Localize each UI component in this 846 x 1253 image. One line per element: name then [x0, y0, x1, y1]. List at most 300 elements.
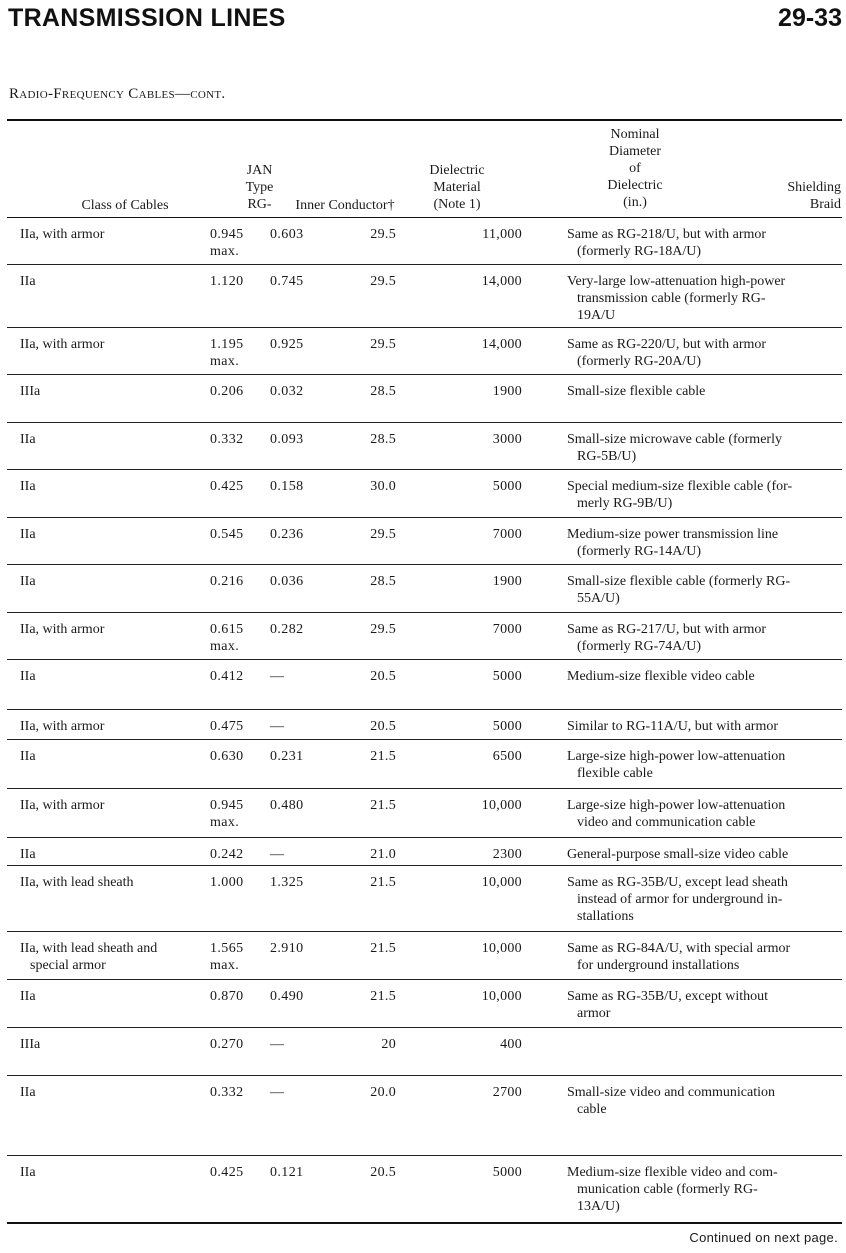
- jan-type-cell-line: 0.615: [210, 622, 244, 637]
- col-header-dielectric-line: Dielectric: [429, 163, 485, 178]
- cable-class-cell: [20, 621, 195, 638]
- dielectric-cell: [352, 431, 396, 448]
- col-header-shielding-line: Shielding: [787, 180, 841, 195]
- nominal-diameter-cell-line: 5000: [492, 479, 522, 494]
- jan-type-cell-line: 0.870: [210, 989, 244, 1004]
- remarks-cell: [567, 621, 835, 655]
- dielectric-cell-line: 20.5: [370, 1165, 396, 1180]
- dielectric-cell-line: 20: [381, 1037, 396, 1052]
- dielectric-cell-line: 20.0: [370, 1085, 396, 1100]
- nominal-diameter-cell-line: 10,000: [481, 941, 522, 956]
- col-header-nominal-line: Diameter: [608, 144, 662, 159]
- nominal-diameter-cell-line: 3000: [492, 432, 522, 447]
- inner-conductor-cell: [270, 1084, 330, 1101]
- jan-type-cell: [210, 621, 265, 655]
- dielectric-cell: [352, 668, 396, 685]
- remarks-cell-line: for underground installations: [577, 958, 740, 973]
- remarks-cell-line: Medium-size flexible video and com-: [567, 1165, 778, 1180]
- jan-type-cell-line: 0.425: [210, 1165, 244, 1180]
- remarks-cell-line: Same as RG-217/U, but with armor: [567, 622, 767, 637]
- inner-conductor-cell-line: 0.925: [270, 337, 304, 352]
- remarks-cell-line: 55A/U): [577, 591, 620, 606]
- remarks-cell: [567, 874, 835, 925]
- cable-class-cell-line: IIa, with armor: [20, 227, 105, 242]
- cable-class-cell: [20, 573, 195, 590]
- nominal-diameter-cell: [452, 988, 522, 1005]
- jan-type-cell: [210, 940, 265, 974]
- cable-class-cell: [20, 846, 195, 863]
- remarks-cell-line: Very-large low-attenuation high-power: [567, 274, 786, 289]
- remarks-cell: [567, 573, 835, 607]
- nominal-diameter-cell-line: 5000: [492, 719, 522, 734]
- remarks-cell: [567, 478, 835, 512]
- nominal-diameter-cell: [452, 846, 522, 863]
- dielectric-cell: [352, 748, 396, 765]
- cable-class-cell-line: IIa, with lead sheath and: [20, 941, 158, 956]
- dielectric-cell: [352, 226, 396, 243]
- nominal-diameter-cell: [452, 621, 522, 638]
- remarks-cell-line: Similar to RG-11A/U, but with armor: [567, 719, 779, 734]
- inner-conductor-cell: [270, 988, 330, 1005]
- cable-class-cell: [20, 874, 195, 891]
- dielectric-cell-line: 29.5: [370, 527, 396, 542]
- col-header-jan-line: RG-: [247, 197, 272, 212]
- remarks-cell-line: Large-size high-power low-attenuation: [567, 798, 786, 813]
- inner-conductor-cell-line: 0.231: [270, 749, 304, 764]
- cable-class-cell: [20, 718, 195, 735]
- remarks-cell-line: Same as RG-35B/U, except without: [567, 989, 769, 1004]
- cable-class-cell-line: IIa: [20, 479, 36, 494]
- nominal-diameter-cell-line: 6500: [492, 749, 522, 764]
- inner-conductor-cell: [270, 273, 330, 290]
- inner-conductor-cell: [270, 846, 330, 863]
- col-header-nominal-line: Dielectric: [607, 178, 663, 193]
- table-row: [0, 838, 846, 866]
- jan-type-cell: [210, 988, 265, 1005]
- nominal-diameter-cell: [452, 1036, 522, 1053]
- inner-conductor-cell-line: —: [270, 669, 285, 684]
- dielectric-cell-line: 21.5: [370, 875, 396, 890]
- dielectric-cell-line: 21.5: [370, 941, 396, 956]
- cable-class-cell-line: IIa: [20, 1165, 36, 1180]
- remarks-cell-line: video and communication cable: [577, 815, 756, 830]
- col-header-shielding-line: Braid: [809, 197, 841, 212]
- dielectric-cell-line: 29.5: [370, 622, 396, 637]
- dielectric-cell: [352, 940, 396, 957]
- table-row: [0, 740, 846, 789]
- cable-class-cell-line: IIa, with armor: [20, 798, 105, 813]
- table-row: [0, 932, 846, 980]
- cable-class-cell: [20, 797, 195, 814]
- jan-type-cell: [210, 1084, 265, 1101]
- table-bottom-rule: [7, 1222, 842, 1224]
- remarks-cell: [567, 1164, 835, 1215]
- dielectric-cell: [352, 621, 396, 638]
- cable-class-cell: [20, 1084, 195, 1101]
- col-header-dielectric-line: Material: [433, 180, 481, 195]
- dielectric-cell: [352, 874, 396, 891]
- table-row: [0, 375, 846, 423]
- cable-class-cell-line: IIa, with armor: [20, 622, 105, 637]
- col-header-inner-conductor: Inner Conductor†: [295, 198, 395, 213]
- jan-type-cell-line: 0.545: [210, 527, 244, 542]
- table-row: [0, 518, 846, 565]
- nominal-diameter-cell: [452, 1084, 522, 1101]
- remarks-cell-line: merly RG-9B/U): [577, 496, 673, 511]
- dielectric-cell: [352, 273, 396, 290]
- jan-type-cell-line: 0.425: [210, 479, 244, 494]
- cable-class-cell-line: IIIa: [20, 1037, 41, 1052]
- jan-type-cell-line: 1.565: [210, 941, 244, 956]
- inner-conductor-cell: [270, 526, 330, 543]
- jan-type-cell: [210, 797, 265, 831]
- remarks-cell-line: Medium-size flexible video cable: [567, 669, 755, 684]
- inner-conductor-cell-line: 0.480: [270, 798, 304, 813]
- dielectric-cell: [352, 1036, 396, 1053]
- jan-type-cell-line: 0.216: [210, 574, 244, 589]
- inner-conductor-cell-line: 0.093: [270, 432, 304, 447]
- inner-conductor-cell: [270, 874, 330, 891]
- cable-class-cell-line: IIa: [20, 274, 36, 289]
- cable-class-cell: [20, 748, 195, 765]
- dielectric-cell: [352, 1084, 396, 1101]
- table-column-header: [0, 122, 846, 218]
- nominal-diameter-cell: [452, 748, 522, 765]
- remarks-cell-line: Special medium-size flexible cable (for-: [567, 479, 793, 494]
- table-row: [0, 980, 846, 1028]
- table-row: [0, 1156, 846, 1222]
- col-header-nominal-diameter: [580, 126, 690, 211]
- col-header-dielectric: [412, 162, 502, 213]
- inner-conductor-cell: [270, 336, 330, 353]
- cable-class-cell: [20, 273, 195, 290]
- remarks-cell-line: instead of armor for underground in-: [577, 892, 783, 907]
- inner-conductor-cell-line: 0.036: [270, 574, 304, 589]
- cable-class-cell-line: IIa, with armor: [20, 337, 105, 352]
- inner-conductor-cell: [270, 478, 330, 495]
- nominal-diameter-cell: [452, 1164, 522, 1181]
- remarks-cell: [567, 226, 835, 260]
- cable-class-cell-line: special armor: [30, 958, 106, 973]
- nominal-diameter-cell-line: 14,000: [481, 337, 522, 352]
- jan-type-cell-line: 1.120: [210, 274, 244, 289]
- jan-type-cell: [210, 478, 265, 495]
- inner-conductor-cell-line: —: [270, 847, 285, 862]
- jan-type-cell-line: max.: [210, 815, 240, 830]
- cable-class-cell-line: IIa, with armor: [20, 719, 105, 734]
- inner-conductor-cell-line: 0.032: [270, 384, 304, 399]
- nominal-diameter-cell-line: 14,000: [481, 274, 522, 289]
- running-header: [8, 4, 842, 34]
- inner-conductor-cell: [270, 431, 330, 448]
- remarks-cell: [567, 383, 835, 400]
- col-header-shielding-braid: [765, 179, 841, 213]
- jan-type-cell-line: 0.242: [210, 847, 244, 862]
- col-header-jan-line: JAN: [246, 163, 273, 178]
- table-row: [0, 710, 846, 740]
- nominal-diameter-cell-line: 5000: [492, 669, 522, 684]
- nominal-diameter-cell-line: 10,000: [481, 875, 522, 890]
- jan-type-cell: [210, 718, 265, 735]
- inner-conductor-cell-line: 1.325: [270, 875, 304, 890]
- cable-class-cell: [20, 988, 195, 1005]
- jan-type-cell: [210, 1164, 265, 1181]
- remarks-cell-line: Small-size flexible cable: [567, 384, 706, 399]
- table-top-rule: [7, 119, 842, 121]
- remarks-cell-line: 13A/U): [577, 1199, 620, 1214]
- table-row: [0, 789, 846, 838]
- remarks-cell: [567, 988, 835, 1022]
- table-row: [0, 1076, 846, 1156]
- nominal-diameter-cell: [452, 336, 522, 353]
- nominal-diameter-cell: [452, 383, 522, 400]
- remarks-cell: [567, 273, 835, 324]
- cable-class-cell: [20, 383, 195, 400]
- table-row: [0, 866, 846, 932]
- inner-conductor-cell: [270, 573, 330, 590]
- remarks-cell-line: stallations: [577, 909, 634, 924]
- section-title: Radio-Frequency Cables—cont.: [9, 86, 226, 102]
- dielectric-cell: [352, 797, 396, 814]
- table-row: [0, 328, 846, 375]
- col-header-dielectric-line: (Note 1): [433, 197, 481, 212]
- cable-class-cell-line: IIa: [20, 847, 36, 862]
- inner-conductor-cell-line: 0.121: [270, 1165, 304, 1180]
- inner-conductor-cell: [270, 797, 330, 814]
- table-row: [0, 470, 846, 518]
- jan-type-cell: [210, 874, 265, 891]
- remarks-cell-line: (formerly RG-14A/U): [577, 544, 702, 559]
- dielectric-cell: [352, 988, 396, 1005]
- jan-type-cell-line: 1.000: [210, 875, 244, 890]
- remarks-cell: [567, 718, 835, 735]
- dielectric-cell: [352, 383, 396, 400]
- remarks-cell: [567, 431, 835, 465]
- remarks-cell-line: Small-size video and communication: [567, 1085, 776, 1100]
- jan-type-cell: [210, 431, 265, 448]
- dielectric-cell-line: 21.5: [370, 749, 396, 764]
- jan-type-cell-line: 0.270: [210, 1037, 244, 1052]
- nominal-diameter-cell: [452, 273, 522, 290]
- page-number: 29-33: [778, 4, 842, 32]
- cable-class-cell: [20, 1036, 195, 1053]
- remarks-cell-line: General-purpose small-size video cable: [567, 847, 789, 862]
- remarks-cell-line: Small-size microwave cable (formerly: [567, 432, 782, 447]
- col-header-nominal-line: of: [629, 161, 641, 176]
- col-header-nominal-line: (in.): [623, 195, 647, 210]
- nominal-diameter-cell-line: 11,000: [482, 227, 522, 242]
- inner-conductor-cell-line: —: [270, 1037, 285, 1052]
- remarks-cell: [567, 1084, 835, 1118]
- inner-conductor-cell: [270, 940, 330, 957]
- remarks-cell-line: (formerly RG-74A/U): [577, 639, 702, 654]
- cable-class-cell: [20, 1164, 195, 1181]
- inner-conductor-cell-line: 0.745: [270, 274, 304, 289]
- cable-class-cell-line: IIa: [20, 1085, 36, 1100]
- dielectric-cell-line: 20.5: [370, 719, 396, 734]
- inner-conductor-cell-line: 0.282: [270, 622, 304, 637]
- running-head-title: TRANSMISSION LINES: [8, 4, 286, 32]
- dielectric-cell: [352, 336, 396, 353]
- table-row: [0, 1028, 846, 1076]
- cable-class-cell: [20, 336, 195, 353]
- cable-class-cell-line: IIa: [20, 989, 36, 1004]
- inner-conductor-cell: [270, 226, 330, 243]
- jan-type-cell: [210, 383, 265, 400]
- inner-conductor-cell: [270, 748, 330, 765]
- jan-type-cell: [210, 846, 265, 863]
- remarks-cell-line: (formerly RG-18A/U): [577, 244, 702, 259]
- cable-class-cell-line: IIa: [20, 432, 36, 447]
- remarks-cell-line: Same as RG-220/U, but with armor: [567, 337, 767, 352]
- jan-type-cell-line: 0.630: [210, 749, 244, 764]
- table-row: [0, 660, 846, 710]
- remarks-cell-line: Same as RG-35B/U, except lead sheath: [567, 875, 788, 890]
- dielectric-cell-line: 28.5: [370, 384, 396, 399]
- jan-type-cell-line: max.: [210, 639, 240, 654]
- remarks-cell-line: Small-size flexible cable (formerly RG-: [567, 574, 791, 589]
- jan-type-cell-line: 0.206: [210, 384, 244, 399]
- nominal-diameter-cell: [452, 431, 522, 448]
- inner-conductor-cell: [270, 1036, 330, 1053]
- inner-conductor-cell: [270, 718, 330, 735]
- inner-conductor-cell: [270, 668, 330, 685]
- col-header-nominal-line: Nominal: [610, 127, 660, 142]
- cable-class-cell-line: IIIa: [20, 384, 41, 399]
- jan-type-cell: [210, 273, 265, 290]
- remarks-cell-line: Medium-size power transmission line: [567, 527, 779, 542]
- nominal-diameter-cell-line: 2300: [492, 847, 522, 862]
- cable-class-cell-line: IIa, with lead sheath: [20, 875, 134, 890]
- nominal-diameter-cell: [452, 940, 522, 957]
- remarks-cell-line: Same as RG-84A/U, with special armor: [567, 941, 791, 956]
- cable-class-cell-line: IIa: [20, 749, 36, 764]
- jan-type-cell-line: 1.195: [210, 337, 244, 352]
- dielectric-cell: [352, 846, 396, 863]
- remarks-cell-line: flexible cable: [577, 766, 653, 781]
- table-row: [0, 565, 846, 613]
- nominal-diameter-cell: [452, 718, 522, 735]
- dielectric-cell: [352, 1164, 396, 1181]
- remarks-cell-line: RG-5B/U): [577, 449, 637, 464]
- inner-conductor-cell-line: —: [270, 1085, 285, 1100]
- nominal-diameter-cell: [452, 573, 522, 590]
- jan-type-cell-line: 0.475: [210, 719, 244, 734]
- inner-conductor-cell-line: 0.158: [270, 479, 304, 494]
- dielectric-cell-line: 21.5: [370, 798, 396, 813]
- table-row: [0, 423, 846, 470]
- cable-class-cell: [20, 226, 195, 243]
- dielectric-cell-line: 30.0: [370, 479, 396, 494]
- jan-type-cell: [210, 668, 265, 685]
- jan-type-cell-line: max.: [210, 958, 240, 973]
- jan-type-cell: [210, 573, 265, 590]
- nominal-diameter-cell-line: 2700: [492, 1085, 522, 1100]
- nominal-diameter-cell-line: 10,000: [481, 798, 522, 813]
- nominal-diameter-cell: [452, 797, 522, 814]
- cable-class-cell-line: IIa: [20, 574, 36, 589]
- jan-type-cell-line: 0.945: [210, 798, 244, 813]
- dielectric-cell-line: 21.0: [370, 847, 396, 862]
- remarks-cell-line: Large-size high-power low-attenuation: [567, 749, 786, 764]
- cable-class-cell: [20, 431, 195, 448]
- jan-type-cell: [210, 748, 265, 765]
- dielectric-cell-line: 20.5: [370, 669, 396, 684]
- nominal-diameter-cell-line: 10,000: [481, 989, 522, 1004]
- nominal-diameter-cell: [452, 874, 522, 891]
- remarks-cell-line: cable: [577, 1102, 607, 1117]
- dielectric-cell-line: 29.5: [370, 337, 396, 352]
- inner-conductor-cell-line: 0.603: [270, 227, 304, 242]
- col-header-class: Class of Cables: [81, 198, 169, 213]
- remarks-cell-line: (formerly RG-20A/U): [577, 354, 702, 369]
- remarks-cell: [567, 668, 835, 685]
- inner-conductor-cell: [270, 1164, 330, 1181]
- remarks-cell-line: munication cable (formerly RG-: [577, 1182, 758, 1197]
- table-row: [0, 613, 846, 660]
- cable-class-cell: [20, 478, 195, 495]
- dielectric-cell: [352, 478, 396, 495]
- jan-type-cell-line: 0.332: [210, 1085, 244, 1100]
- jan-type-cell-line: 0.412: [210, 669, 244, 684]
- inner-conductor-cell: [270, 621, 330, 638]
- remarks-cell: [567, 526, 835, 560]
- dielectric-cell-line: 29.5: [370, 227, 396, 242]
- nominal-diameter-cell-line: 7000: [492, 527, 522, 542]
- dielectric-cell-line: 28.5: [370, 574, 396, 589]
- remarks-cell: [567, 336, 835, 370]
- inner-conductor-cell-line: 0.236: [270, 527, 304, 542]
- jan-type-cell: [210, 1036, 265, 1053]
- remarks-cell: [567, 748, 835, 782]
- cable-class-cell: [20, 526, 195, 543]
- jan-type-cell: [210, 336, 265, 370]
- dielectric-cell-line: 21.5: [370, 989, 396, 1004]
- continued-note: Continued on next page.: [689, 1230, 838, 1245]
- jan-type-cell-line: 0.332: [210, 432, 244, 447]
- table-row: [0, 265, 846, 328]
- nominal-diameter-cell: [452, 668, 522, 685]
- dielectric-cell-line: 29.5: [370, 274, 396, 289]
- remarks-cell-line: transmission cable (formerly RG-: [577, 291, 766, 306]
- nominal-diameter-cell-line: 7000: [492, 622, 522, 637]
- dielectric-cell-line: 28.5: [370, 432, 396, 447]
- cable-class-cell-line: IIa: [20, 669, 36, 684]
- table-row: [0, 218, 846, 265]
- remarks-cell: [567, 940, 835, 974]
- jan-type-cell: [210, 226, 265, 260]
- remarks-cell: [567, 797, 835, 831]
- nominal-diameter-cell: [452, 226, 522, 243]
- remarks-cell-line: armor: [577, 1006, 611, 1021]
- dielectric-cell: [352, 526, 396, 543]
- inner-conductor-cell-line: 0.490: [270, 989, 304, 1004]
- nominal-diameter-cell-line: 5000: [492, 1165, 522, 1180]
- cable-class-cell-line: IIa: [20, 527, 36, 542]
- col-header-jan-line: Type: [245, 180, 274, 195]
- inner-conductor-cell: [270, 383, 330, 400]
- dielectric-cell: [352, 573, 396, 590]
- inner-conductor-cell-line: —: [270, 719, 285, 734]
- nominal-diameter-cell: [452, 526, 522, 543]
- remarks-cell-line: Same as RG-218/U, but with armor: [567, 227, 767, 242]
- jan-type-cell-line: max.: [210, 354, 240, 369]
- inner-conductor-cell-line: 2.910: [270, 941, 304, 956]
- cable-class-cell: [20, 940, 195, 974]
- cable-class-cell: [20, 668, 195, 685]
- jan-type-cell-line: max.: [210, 244, 240, 259]
- nominal-diameter-cell-line: 400: [500, 1037, 522, 1052]
